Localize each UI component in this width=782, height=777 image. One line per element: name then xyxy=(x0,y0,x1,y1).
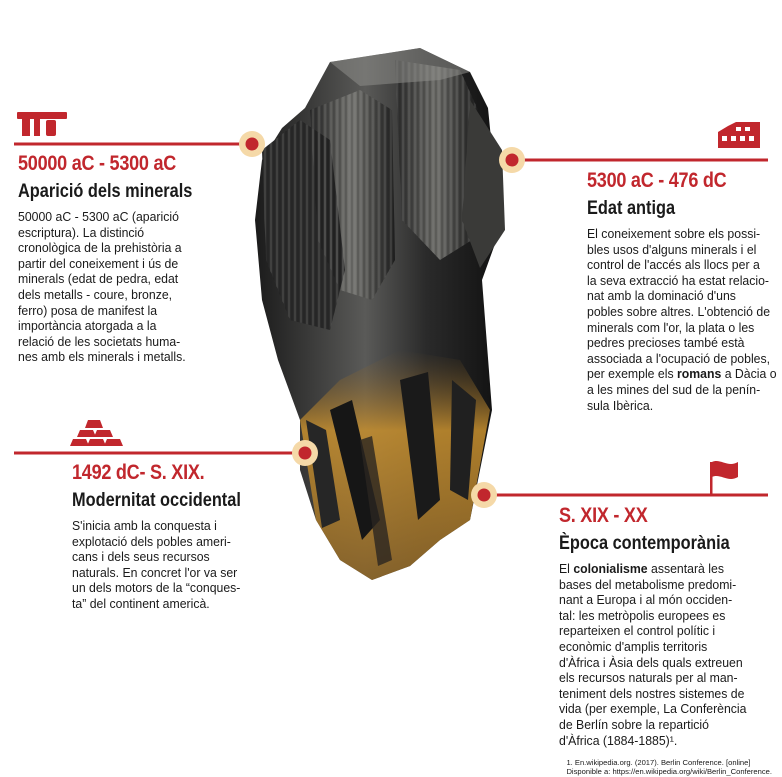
description-line: minerals com l'or, la plata o les xyxy=(587,319,755,335)
node-ancient xyxy=(499,147,525,173)
mineral-photo xyxy=(255,48,505,580)
description-line: control de l'accés als llocs per a xyxy=(587,257,760,273)
period-date: 5300 aC - 476 dC xyxy=(587,169,727,192)
period-ancient xyxy=(587,170,777,413)
description-line: explotació dels pobles ameri- xyxy=(72,533,231,549)
description-line: naturals. En concret l'or va ser xyxy=(72,564,238,580)
description-line: nat amb la dominació d'uns xyxy=(587,288,736,304)
description-line: pobles sobre altres. L'obtenció de xyxy=(587,303,771,319)
description-line: econòmic d'amplis territoris xyxy=(559,638,708,654)
description-line: relació de les societats huma- xyxy=(18,333,181,349)
period-title: Aparició dels minerals xyxy=(18,181,193,202)
period-modern xyxy=(72,462,292,612)
description-line: 50000 aC - 5300 aC (aparició xyxy=(18,209,179,224)
flag-icon xyxy=(710,461,738,495)
description-line: S'inicia amb la conquesta i xyxy=(72,518,217,533)
description-line: cans i dels seus recursos xyxy=(72,549,210,565)
description-line: importància atorgada a la xyxy=(18,318,157,334)
footnote-line-2: Disponible a: https://en.wikipedia.org/wiki/Berlin_Conference. xyxy=(566,767,772,776)
description-line: minerals (edat de pedra, edat xyxy=(18,271,179,287)
description-line: els recursos naturals per al man- xyxy=(559,670,738,686)
period-title: Edat antiga xyxy=(587,198,676,219)
description-line: teniment dels nostres sistemes de xyxy=(559,685,745,701)
description-line: dels metalls - coure, bronze, xyxy=(18,286,173,302)
period-prehistoric xyxy=(18,153,248,365)
ancient-wall-icon xyxy=(718,122,760,148)
description-line: d'Àfrica (1884-1885)¹. xyxy=(559,732,678,748)
description-line: bases del metabolisme predomi- xyxy=(559,576,737,592)
dolmen-icon xyxy=(17,112,67,136)
description-line: cronològica de la prehistòria a xyxy=(18,240,182,256)
period-description xyxy=(72,518,292,612)
description-line: ferro) posa de manifest la xyxy=(18,302,158,318)
description-line: la seva extracció ha estat relacio- xyxy=(587,272,770,288)
description-line: tal: les metròpolis europees es xyxy=(559,607,726,623)
period-date: 50000 aC - 5300 aC xyxy=(18,152,177,175)
description-line: sula Ibèrica. xyxy=(587,397,654,413)
period-description xyxy=(559,561,774,748)
footnote-line-1: 1. En.wikipedia.org. (2017). Berlin Conference. [online] xyxy=(566,758,751,767)
emphasis-word: romans xyxy=(676,366,722,382)
period-title: Època contemporània xyxy=(559,533,730,554)
description-line: a les mines del sud de la penín- xyxy=(587,381,761,397)
period-date: 1492 dC- S. XIX. xyxy=(72,461,205,484)
description-line: de Berlín sobre la repartició xyxy=(559,716,709,732)
description-line: partir del coneixement i ús de xyxy=(18,255,179,271)
period-contemporary xyxy=(559,505,774,748)
node-modern xyxy=(292,440,318,466)
description-line: El coneixement sobre els possi- xyxy=(587,226,761,241)
description-line: vida (per exemple, La Conferència xyxy=(559,701,747,717)
period-description xyxy=(18,209,248,365)
node-contemporary xyxy=(471,482,497,508)
description-line: un dels motors de la “conques- xyxy=(72,580,241,596)
description-line: bles usos d'alguns minerals i el xyxy=(587,241,757,257)
period-description xyxy=(587,226,777,413)
description-line: El colonialisme assentarà les xyxy=(559,561,724,576)
description-line: nes amb els minerals i metalls. xyxy=(18,349,186,365)
description-line: escriptura). La distinció xyxy=(18,224,145,240)
description-line: per exemple els romans a Dàcia o xyxy=(587,366,777,382)
period-title: Modernitat occidental xyxy=(72,490,241,511)
description-line: pedres precioses també està xyxy=(587,335,745,351)
description-line: reparteixen el control polític i xyxy=(559,623,716,639)
description-line: d'Àfrica i Àsia dels quals extreuen xyxy=(559,654,743,670)
gold-bars-icon xyxy=(70,420,123,446)
period-date: S. XIX - XX xyxy=(559,504,648,527)
description-line: nant a Europa i al món occiden- xyxy=(559,592,733,608)
footnote xyxy=(566,758,772,776)
description-line: ta” del continent americà. xyxy=(72,595,210,611)
emphasis-word: colonialisme xyxy=(573,561,648,576)
description-line: associada a l'ocupació de pobles, xyxy=(587,350,771,366)
